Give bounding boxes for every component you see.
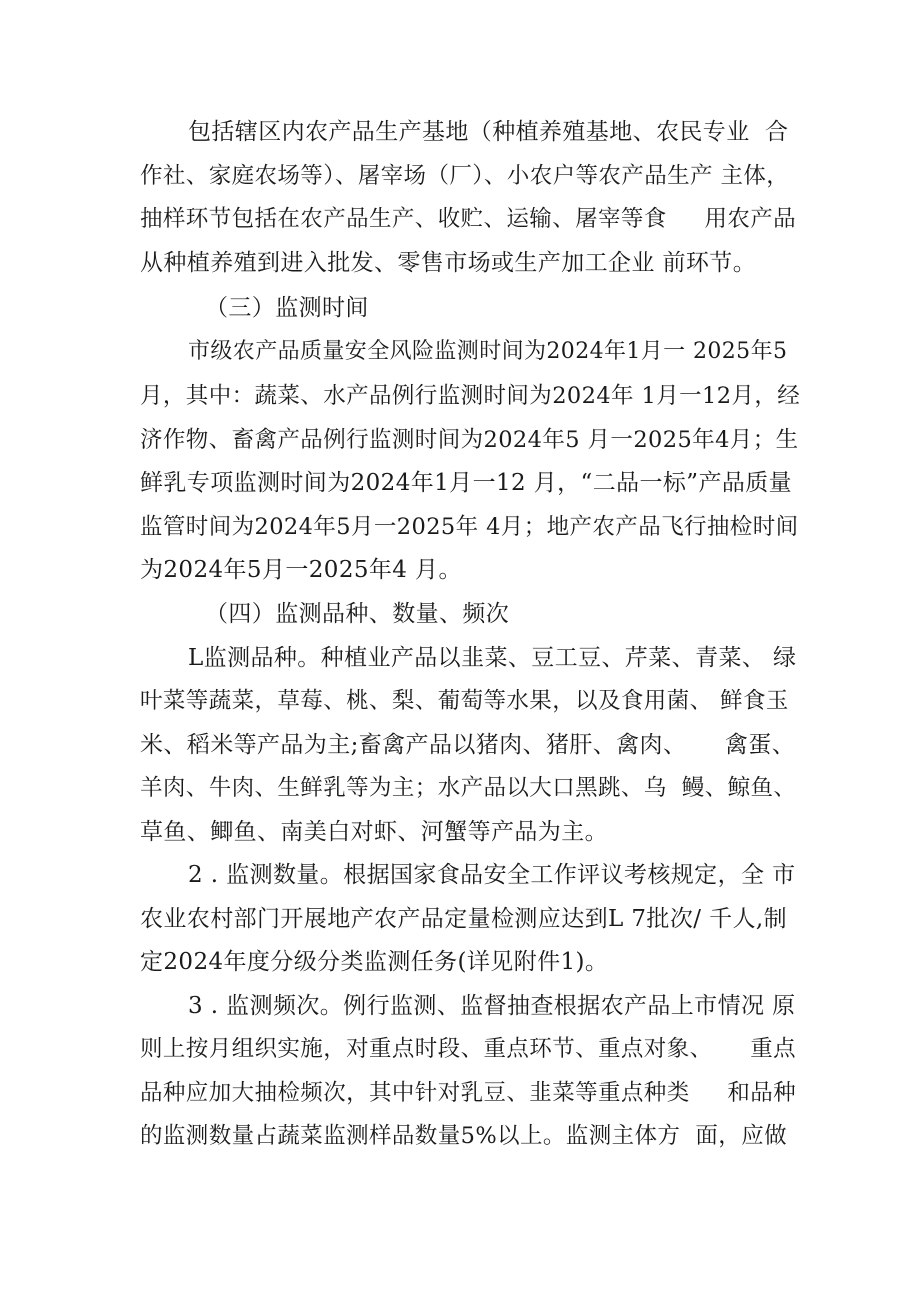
paragraph-line: 草鱼、鲫鱼、南美白对虾、河蟹等产品为主。	[140, 819, 608, 845]
paragraph-line: 品种应加大抽检频次，其中针对乳豆、韭菜等重点种类 和品种	[140, 1080, 797, 1106]
paragraph-line: 则上按月组织实施，对重点时段、重点环节、重点对象、 重点	[140, 1036, 797, 1062]
paragraph-line: 米、稻米等产品为主;畜禽产品以猪肉、猪肝、禽肉、 禽蛋、	[140, 732, 796, 758]
paragraph-line: 2 . 监测数量。根据国家食品安全工作评议考核规定，全 市	[188, 862, 796, 888]
paragraph-line: L监测品种。种植业产品以韭菜、豆工豆、芹菜、青菜、 绿	[188, 645, 797, 671]
paragraph-line: 包括辖区内农产品生产基地（种植养殖基地、农民专业 合	[188, 119, 789, 145]
paragraph-line: 定2024年度分级分类监测任务(详见附件1)。	[140, 949, 609, 975]
paragraph-line: 叶菜等蔬菜，草莓、桃、梨、葡萄等水果，以及食用菌、 鲜食玉	[140, 688, 789, 714]
paragraph-line: 市级农产品质量安全风险监测时间为2024年1月一 2025年5	[188, 339, 788, 364]
paragraph-line: 羊肉、牛肉、生鲜乳等为主；水产品以大口黑跳、乌 鳗、鲸鱼、	[140, 775, 797, 801]
paragraph-line: 月，其中：蔬菜、水产品例行监测时间为2024年 1月一12月，经	[140, 383, 801, 409]
paragraph-line: 为2024年5月一2025年4 月。	[140, 557, 462, 583]
section-heading-monitoring-time: （三）监测时间	[205, 295, 369, 321]
paragraph-line: 从种植养殖到进入批发、零售市场或生产加工企业 前环节。	[140, 250, 757, 276]
paragraph-line: 的监测数量占蔬菜监测样品数量5%以上。监测主体方 面，应做	[140, 1123, 787, 1149]
paragraph-line: 作社、家庭农场等）、屠宰场（厂）、小农户等农产品生产 主体，	[140, 163, 790, 189]
paragraph-line: 抽样环节包括在农产品生产、收贮、运输、屠宰等食 用农产品	[140, 206, 797, 232]
paragraph-line: 监管时间为2024年5月一2025年 4月；地产农产品飞行抽检时间	[140, 514, 799, 540]
paragraph-line: 鲜乳专项监测时间为2024年1月一12 月，“二品一标”产品质量	[140, 470, 793, 496]
section-heading-varieties-quantity-frequency: （四）监测品种、数量、频次	[205, 601, 510, 627]
paragraph-line: 农业农村部门开展地产农产品定量检测应达到L 7批次/ 千人,制	[140, 906, 787, 932]
paragraph-line: 3 . 监测频次。例行监测、监督抽查根据农产品上市情况 原	[188, 993, 796, 1019]
paragraph-line: 济作物、畜禽产品例行监测时间为2024年5 月一2025年4月；生	[140, 427, 799, 453]
